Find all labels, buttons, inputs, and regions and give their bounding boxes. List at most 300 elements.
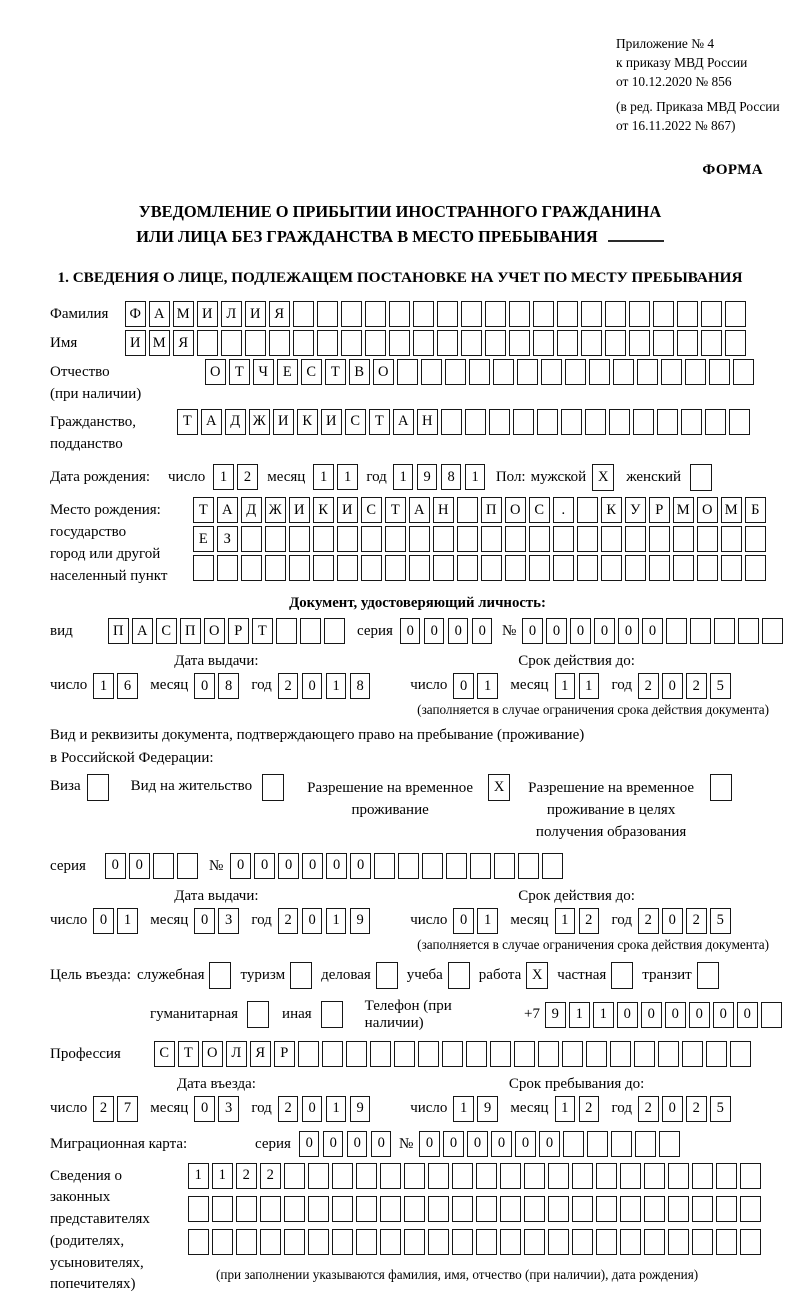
char-cell[interactable] (476, 1196, 497, 1222)
char-cell[interactable]: З (217, 526, 238, 552)
char-cell[interactable] (697, 555, 718, 581)
char-cell[interactable]: Н (433, 497, 454, 523)
char-cell[interactable]: Т (385, 497, 406, 523)
char-cell[interactable] (221, 330, 242, 356)
char-cell[interactable]: 1 (393, 464, 414, 490)
char-cell[interactable] (586, 1041, 607, 1067)
char-cell[interactable]: 0 (278, 853, 299, 879)
char-cell[interactable] (380, 1196, 401, 1222)
char-cell[interactable] (562, 1041, 583, 1067)
char-cell[interactable]: 1 (465, 464, 486, 490)
char-cell[interactable]: Ч (253, 359, 274, 385)
char-cell[interactable] (356, 1196, 377, 1222)
temp-residence-edu-checkbox[interactable] (710, 774, 732, 801)
char-cell[interactable]: 0 (522, 618, 543, 644)
char-cell[interactable] (481, 555, 502, 581)
char-cell[interactable]: К (297, 409, 318, 435)
char-cell[interactable] (428, 1196, 449, 1222)
char-cell[interactable] (313, 555, 334, 581)
char-cell[interactable]: 2 (236, 1163, 257, 1189)
char-cell[interactable] (389, 330, 410, 356)
char-cell[interactable]: О (697, 497, 718, 523)
char-cell[interactable] (644, 1196, 665, 1222)
char-cell[interactable] (716, 1196, 737, 1222)
char-cell[interactable] (553, 555, 574, 581)
char-cell[interactable]: К (601, 497, 622, 523)
char-cell[interactable] (668, 1163, 689, 1189)
char-cell[interactable]: 2 (278, 1096, 299, 1122)
char-cell[interactable] (188, 1196, 209, 1222)
char-cell[interactable]: Л (221, 301, 242, 327)
char-cell[interactable] (308, 1229, 329, 1255)
char-cell[interactable] (500, 1196, 521, 1222)
char-cell[interactable] (433, 526, 454, 552)
char-cell[interactable] (697, 526, 718, 552)
char-cell[interactable]: Ж (249, 409, 270, 435)
char-cell[interactable] (557, 330, 578, 356)
char-cell[interactable] (733, 359, 754, 385)
char-cell[interactable]: 0 (453, 673, 474, 699)
char-cell[interactable]: 6 (117, 673, 138, 699)
char-cell[interactable] (413, 330, 434, 356)
char-cell[interactable] (284, 1229, 305, 1255)
char-cell[interactable]: 0 (713, 1002, 734, 1028)
char-cell[interactable]: 5 (710, 673, 731, 699)
char-cell[interactable]: 1 (453, 1096, 474, 1122)
char-cell[interactable] (356, 1229, 377, 1255)
char-cell[interactable] (324, 618, 345, 644)
char-cell[interactable] (517, 359, 538, 385)
char-cell[interactable] (361, 526, 382, 552)
char-cell[interactable]: К (313, 497, 334, 523)
char-cell[interactable]: 1 (337, 464, 358, 490)
char-cell[interactable]: Н (417, 409, 438, 435)
char-cell[interactable]: 2 (278, 673, 299, 699)
char-cell[interactable] (561, 409, 582, 435)
char-cell[interactable] (356, 1163, 377, 1189)
char-cell[interactable] (197, 330, 218, 356)
char-cell[interactable] (236, 1229, 257, 1255)
char-cell[interactable]: 0 (642, 618, 663, 644)
char-cell[interactable]: 1 (326, 1096, 347, 1122)
char-cell[interactable] (398, 853, 419, 879)
char-cell[interactable] (725, 330, 746, 356)
char-cell[interactable]: П (481, 497, 502, 523)
char-cell[interactable] (457, 497, 478, 523)
char-cell[interactable]: М (721, 497, 742, 523)
char-cell[interactable]: 7 (117, 1096, 138, 1122)
char-cell[interactable] (389, 301, 410, 327)
char-cell[interactable]: 0 (299, 1131, 320, 1157)
char-cell[interactable] (457, 555, 478, 581)
char-cell[interactable] (721, 555, 742, 581)
char-cell[interactable]: 0 (230, 853, 251, 879)
char-cell[interactable]: В (349, 359, 370, 385)
char-cell[interactable] (634, 1041, 655, 1067)
char-cell[interactable] (177, 853, 198, 879)
char-cell[interactable]: 0 (467, 1131, 488, 1157)
char-cell[interactable]: 0 (662, 673, 683, 699)
char-cell[interactable] (374, 853, 395, 879)
char-cell[interactable]: 1 (213, 464, 234, 490)
char-cell[interactable] (245, 330, 266, 356)
char-cell[interactable] (341, 301, 362, 327)
char-cell[interactable] (298, 1041, 319, 1067)
char-cell[interactable]: 0 (662, 1096, 683, 1122)
char-cell[interactable]: С (156, 618, 177, 644)
char-cell[interactable] (605, 301, 626, 327)
char-cell[interactable]: 2 (237, 464, 258, 490)
char-cell[interactable] (505, 526, 526, 552)
char-cell[interactable]: 0 (93, 908, 114, 934)
char-cell[interactable]: 2 (579, 1096, 600, 1122)
char-cell[interactable] (346, 1041, 367, 1067)
char-cell[interactable]: 0 (618, 618, 639, 644)
purpose-study-checkbox[interactable] (448, 962, 470, 989)
char-cell[interactable]: 0 (539, 1131, 560, 1157)
char-cell[interactable] (308, 1196, 329, 1222)
char-cell[interactable]: Ф (125, 301, 146, 327)
char-cell[interactable]: 0 (302, 1096, 323, 1122)
char-cell[interactable] (692, 1196, 713, 1222)
char-cell[interactable] (673, 555, 694, 581)
char-cell[interactable]: Р (649, 497, 670, 523)
char-cell[interactable] (524, 1163, 545, 1189)
char-cell[interactable]: 0 (400, 618, 421, 644)
char-cell[interactable] (609, 409, 630, 435)
char-cell[interactable]: Я (173, 330, 194, 356)
char-cell[interactable] (500, 1229, 521, 1255)
char-cell[interactable]: Р (228, 618, 249, 644)
char-cell[interactable] (476, 1163, 497, 1189)
char-cell[interactable]: И (337, 497, 358, 523)
char-cell[interactable] (533, 330, 554, 356)
char-cell[interactable]: 9 (545, 1002, 566, 1028)
char-cell[interactable]: 0 (737, 1002, 758, 1028)
char-cell[interactable] (577, 555, 598, 581)
char-cell[interactable] (441, 409, 462, 435)
char-cell[interactable] (300, 618, 321, 644)
char-cell[interactable] (649, 555, 670, 581)
char-cell[interactable] (644, 1163, 665, 1189)
char-cell[interactable]: Б (745, 497, 766, 523)
char-cell[interactable]: 0 (323, 1131, 344, 1157)
char-cell[interactable] (677, 330, 698, 356)
char-cell[interactable] (269, 330, 290, 356)
char-cell[interactable]: Т (177, 409, 198, 435)
char-cell[interactable] (461, 330, 482, 356)
char-cell[interactable] (265, 526, 286, 552)
char-cell[interactable]: 9 (350, 908, 371, 934)
char-cell[interactable]: Д (241, 497, 262, 523)
char-cell[interactable]: Т (369, 409, 390, 435)
char-cell[interactable] (542, 853, 563, 879)
char-cell[interactable] (514, 1041, 535, 1067)
char-cell[interactable] (485, 301, 506, 327)
char-cell[interactable] (409, 555, 430, 581)
char-cell[interactable] (644, 1229, 665, 1255)
char-cell[interactable]: И (289, 497, 310, 523)
char-cell[interactable] (673, 526, 694, 552)
char-cell[interactable] (465, 409, 486, 435)
char-cell[interactable] (572, 1196, 593, 1222)
char-cell[interactable] (692, 1163, 713, 1189)
char-cell[interactable]: 2 (638, 673, 659, 699)
char-cell[interactable]: П (180, 618, 201, 644)
char-cell[interactable]: И (273, 409, 294, 435)
char-cell[interactable]: И (321, 409, 342, 435)
char-cell[interactable]: И (197, 301, 218, 327)
char-cell[interactable] (361, 555, 382, 581)
char-cell[interactable]: О (204, 618, 225, 644)
char-cell[interactable] (212, 1196, 233, 1222)
char-cell[interactable] (413, 301, 434, 327)
char-cell[interactable] (589, 359, 610, 385)
char-cell[interactable]: П (108, 618, 129, 644)
char-cell[interactable]: 0 (419, 1131, 440, 1157)
char-cell[interactable] (649, 526, 670, 552)
char-cell[interactable] (289, 526, 310, 552)
char-cell[interactable]: 1 (313, 464, 334, 490)
char-cell[interactable]: 0 (371, 1131, 392, 1157)
purpose-transit-checkbox[interactable] (697, 962, 719, 989)
char-cell[interactable]: О (202, 1041, 223, 1067)
char-cell[interactable]: 1 (93, 673, 114, 699)
char-cell[interactable]: 2 (638, 1096, 659, 1122)
char-cell[interactable] (659, 1131, 680, 1157)
char-cell[interactable]: М (173, 301, 194, 327)
char-cell[interactable] (446, 853, 467, 879)
char-cell[interactable]: 2 (579, 908, 600, 934)
char-cell[interactable] (212, 1229, 233, 1255)
char-cell[interactable] (509, 301, 530, 327)
char-cell[interactable]: О (373, 359, 394, 385)
char-cell[interactable] (476, 1229, 497, 1255)
char-cell[interactable] (481, 526, 502, 552)
temp-residence-checkbox[interactable]: X (488, 774, 510, 801)
char-cell[interactable]: 0 (662, 908, 683, 934)
char-cell[interactable]: 1 (555, 1096, 576, 1122)
char-cell[interactable] (437, 301, 458, 327)
char-cell[interactable] (394, 1041, 415, 1067)
char-cell[interactable] (452, 1196, 473, 1222)
char-cell[interactable]: 5 (710, 1096, 731, 1122)
char-cell[interactable]: Я (250, 1041, 271, 1067)
char-cell[interactable] (625, 526, 646, 552)
char-cell[interactable] (466, 1041, 487, 1067)
char-cell[interactable] (421, 359, 442, 385)
char-cell[interactable]: 0 (194, 673, 215, 699)
char-cell[interactable] (452, 1163, 473, 1189)
char-cell[interactable] (265, 555, 286, 581)
char-cell[interactable] (317, 301, 338, 327)
char-cell[interactable] (716, 1229, 737, 1255)
char-cell[interactable] (587, 1131, 608, 1157)
char-cell[interactable] (153, 853, 174, 879)
char-cell[interactable] (380, 1163, 401, 1189)
char-cell[interactable]: Т (178, 1041, 199, 1067)
char-cell[interactable] (313, 526, 334, 552)
char-cell[interactable]: А (217, 497, 238, 523)
char-cell[interactable] (509, 330, 530, 356)
char-cell[interactable]: 0 (194, 1096, 215, 1122)
char-cell[interactable] (428, 1163, 449, 1189)
char-cell[interactable]: 0 (515, 1131, 536, 1157)
char-cell[interactable]: . (553, 497, 574, 523)
char-cell[interactable] (308, 1163, 329, 1189)
char-cell[interactable] (613, 359, 634, 385)
male-checkbox[interactable]: X (592, 464, 614, 491)
char-cell[interactable] (611, 1131, 632, 1157)
purpose-official-checkbox[interactable] (209, 962, 231, 989)
char-cell[interactable] (485, 330, 506, 356)
char-cell[interactable]: Т (252, 618, 273, 644)
char-cell[interactable] (629, 330, 650, 356)
char-cell[interactable] (682, 1041, 703, 1067)
char-cell[interactable]: Т (229, 359, 250, 385)
char-cell[interactable]: 0 (302, 673, 323, 699)
char-cell[interactable] (761, 1002, 782, 1028)
char-cell[interactable]: 2 (638, 908, 659, 934)
char-cell[interactable] (716, 1163, 737, 1189)
char-cell[interactable] (740, 1163, 761, 1189)
char-cell[interactable] (236, 1196, 257, 1222)
char-cell[interactable] (193, 555, 214, 581)
char-cell[interactable] (518, 853, 539, 879)
char-cell[interactable] (661, 359, 682, 385)
char-cell[interactable]: А (132, 618, 153, 644)
char-cell[interactable]: С (345, 409, 366, 435)
char-cell[interactable]: 2 (93, 1096, 114, 1122)
char-cell[interactable]: 0 (254, 853, 275, 879)
char-cell[interactable] (572, 1229, 593, 1255)
char-cell[interactable]: 0 (302, 908, 323, 934)
char-cell[interactable] (494, 853, 515, 879)
char-cell[interactable]: 8 (218, 673, 239, 699)
char-cell[interactable]: 2 (686, 673, 707, 699)
char-cell[interactable]: А (201, 409, 222, 435)
char-cell[interactable]: 1 (579, 673, 600, 699)
char-cell[interactable] (422, 853, 443, 879)
char-cell[interactable]: 0 (326, 853, 347, 879)
char-cell[interactable] (706, 1041, 727, 1067)
char-cell[interactable]: 1 (555, 673, 576, 699)
char-cell[interactable]: 1 (117, 908, 138, 934)
char-cell[interactable] (289, 555, 310, 581)
char-cell[interactable] (332, 1229, 353, 1255)
char-cell[interactable] (365, 301, 386, 327)
char-cell[interactable] (404, 1163, 425, 1189)
char-cell[interactable] (452, 1229, 473, 1255)
char-cell[interactable] (553, 526, 574, 552)
char-cell[interactable] (529, 555, 550, 581)
char-cell[interactable] (404, 1229, 425, 1255)
char-cell[interactable] (489, 409, 510, 435)
char-cell[interactable] (557, 301, 578, 327)
char-cell[interactable] (188, 1229, 209, 1255)
char-cell[interactable] (337, 555, 358, 581)
char-cell[interactable] (370, 1041, 391, 1067)
char-cell[interactable] (629, 301, 650, 327)
char-cell[interactable]: 1 (569, 1002, 590, 1028)
char-cell[interactable] (625, 555, 646, 581)
char-cell[interactable] (433, 555, 454, 581)
char-cell[interactable]: 8 (350, 673, 371, 699)
char-cell[interactable]: 1 (593, 1002, 614, 1028)
char-cell[interactable]: 1 (188, 1163, 209, 1189)
char-cell[interactable]: 0 (194, 908, 215, 934)
char-cell[interactable] (241, 555, 262, 581)
purpose-humanitarian-checkbox[interactable] (247, 1001, 269, 1028)
char-cell[interactable] (461, 301, 482, 327)
char-cell[interactable]: 1 (555, 908, 576, 934)
char-cell[interactable] (385, 555, 406, 581)
char-cell[interactable] (762, 618, 783, 644)
char-cell[interactable] (493, 359, 514, 385)
char-cell[interactable]: 2 (686, 1096, 707, 1122)
char-cell[interactable] (690, 618, 711, 644)
char-cell[interactable]: О (205, 359, 226, 385)
residence-permit-checkbox[interactable] (262, 774, 284, 801)
char-cell[interactable]: 0 (448, 618, 469, 644)
char-cell[interactable] (666, 618, 687, 644)
char-cell[interactable]: Т (325, 359, 346, 385)
char-cell[interactable] (745, 526, 766, 552)
char-cell[interactable]: 3 (218, 1096, 239, 1122)
char-cell[interactable]: 9 (350, 1096, 371, 1122)
char-cell[interactable]: А (149, 301, 170, 327)
visa-checkbox[interactable] (87, 774, 109, 801)
char-cell[interactable]: 0 (491, 1131, 512, 1157)
char-cell[interactable] (701, 301, 722, 327)
char-cell[interactable] (668, 1196, 689, 1222)
char-cell[interactable] (596, 1196, 617, 1222)
char-cell[interactable]: 0 (641, 1002, 662, 1028)
purpose-business-checkbox[interactable] (376, 962, 398, 989)
char-cell[interactable] (581, 330, 602, 356)
char-cell[interactable]: И (245, 301, 266, 327)
char-cell[interactable]: 1 (212, 1163, 233, 1189)
char-cell[interactable] (241, 526, 262, 552)
char-cell[interactable]: 0 (594, 618, 615, 644)
char-cell[interactable] (365, 330, 386, 356)
char-cell[interactable]: С (361, 497, 382, 523)
char-cell[interactable] (457, 526, 478, 552)
char-cell[interactable] (524, 1196, 545, 1222)
char-cell[interactable]: 1 (477, 673, 498, 699)
char-cell[interactable] (740, 1229, 761, 1255)
char-cell[interactable] (397, 359, 418, 385)
char-cell[interactable]: 1 (326, 908, 347, 934)
char-cell[interactable] (685, 359, 706, 385)
char-cell[interactable] (610, 1041, 631, 1067)
char-cell[interactable] (657, 409, 678, 435)
char-cell[interactable] (513, 409, 534, 435)
char-cell[interactable] (284, 1196, 305, 1222)
char-cell[interactable] (538, 1041, 559, 1067)
char-cell[interactable] (524, 1229, 545, 1255)
char-cell[interactable] (635, 1131, 656, 1157)
char-cell[interactable] (428, 1229, 449, 1255)
char-cell[interactable] (745, 555, 766, 581)
char-cell[interactable] (217, 555, 238, 581)
char-cell[interactable] (260, 1229, 281, 1255)
char-cell[interactable]: 0 (570, 618, 591, 644)
char-cell[interactable] (653, 330, 674, 356)
char-cell[interactable] (577, 497, 598, 523)
char-cell[interactable]: Е (193, 526, 214, 552)
char-cell[interactable] (668, 1229, 689, 1255)
